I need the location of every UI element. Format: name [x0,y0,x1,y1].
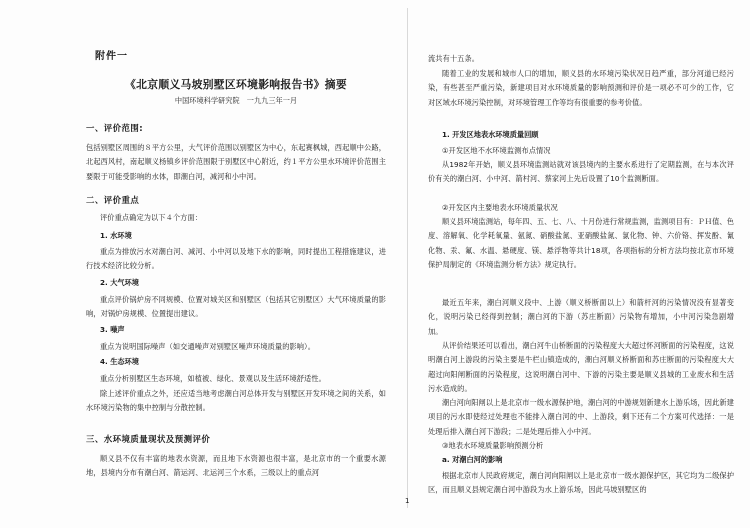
quality-status-body-1: 顺义县环境监测站，每年四、五、七、八、十月份进行常规监测，监测项目有：ＰＨ值、色度、溶解氧、化学耗氧量、氨氮、硝酸盐氮、亚硝酸盐氮、氯化物、钟、六价铬、挥发酚、氰化物、汞、氟、水温、悬硬度、镁、悬浮物等共计18项，各项指标的分析方法均按北京市环境保护局制定的《环境监测分析方法》规定执行。 [428,217,734,269]
monitoring-points-heading: ①开发区地不水环境监测布点情况 [442,146,551,155]
chaobai-impact-body: 根据北京市人民政府规定，潮白河向阳闸以上是北京市一级水源保护区，其它均为二级保护区，而且顺义县规定潮白河中游段为水上游乐场，因此马坡别墅区的 [428,471,734,495]
section-3-body: 顺义县不仅有丰富的地表水资源，而且地下水资源也很丰富，是北京市的一个重要水源地，县境内分布有潮白河、箭运河、北运河三个水系，三级以上的重点河 [86,454,386,478]
page-number: 1 [405,497,410,505]
quality-status-body-4: 潮白河向阳闸以上是北京市一级水源保护地，潮白河的中游规划新建水上游乐场，因此新建项目的污水即使经过处理也不能排入潮白河的中、上游段，剩下还有二个方案可代选择：一是处理后排入潮白河下游段；二是处理后排入小中河。 [428,398,734,436]
document-title: 《北京顺义马坡别墅区环境影响报告书》摘要 [125,78,347,91]
prediction-heading: ③地表水环境质量影响预测分析 [442,441,544,450]
continued-text: 流共有十五条。 [428,54,480,63]
author-line: 中国环境科学研究院 一九九三年一月 [174,96,298,105]
subsection-1-heading: 1. 开发区地表水环境质量回顾 [442,130,539,139]
section-2-heading: 二、评价重点 [86,195,140,205]
intro-paragraph: 随着工业的发展和城市人口的增加，顺义县的水环境污染状况日趋严重，部分河道已经污染，有些甚至严重污染，新建项目对水环境质量的影响预测和评价是一项必不可少的工作，它对区域水环境污染控制，对环境管理工作等均有很重要的参考价值。 [428,69,734,107]
section-1-heading: 一、评价范围: [86,123,144,133]
ecology-body-2: 除上述评价重点之外，还应适当地考虑潮白河总体开发与别墅区开发环境之间的关系，如水环境污染物的集中控制与分散控制。 [86,389,386,413]
ecology-body-1: 重点分析别墅区生态环境，如植被、绿化、景观以及生活环境舒适性。 [100,374,326,383]
quality-status-body-2: 最近五年来，潮白河顺义段中、上游（顺义桥断面以上）和箭杆河的污染情况没有显著变化，说明污染已经得到控制；潮白河的下游（苏庄断面）污染物有增加，小中河污染急剧增加。 [428,298,734,336]
water-body: 重点为排放污水对潮白河、减河、小中河以及地下水的影响，同时提出工程措施建议，进行技术经济比较分析。 [86,247,386,271]
page-spine [407,8,408,508]
noise-heading: 3. 噪声 [100,325,125,334]
annex-label: 附件一 [95,51,128,62]
section-1-body: 包括别墅区周围的８平方公里，大气评价范围以别墅区为中心，东起赛枫城，西起顺中公路，北起西风村，南起顺义杨镇乡评价范围限于别墅区中心附近，约１平方公里水环境评价范围主要限于可能受影响的水体，即潮白河，减河和小中河。 [86,143,386,181]
quality-status-body-3: 从评价结果还可以看出，潮白河牛山桥断面的污染程度大大超过怀河断面的污染程度，这说明潮白河上游段的污染主要是牛栏山镇造成的，潮白河顺义桥断面和苏庄断面的污染程度大大超过向阳闸断面的污染程度，这说明潮白河中、下游的污染主要是顺义县城的工业废水和生活污水造成的。 [428,341,734,393]
section-2-intro: 评价重点确定为以下４个方面： [100,213,203,222]
air-heading: 2. 大气环境 [100,278,139,287]
monitoring-points-body: 从1982年开始，顺义县环境监测站就对该县境内的主要水系进行了定期监测，在与本次评价有关的潮白河、小中河、箭村河、蔡家河上先后设置了10个监测断面。 [428,160,734,184]
air-body: 重点评价锅炉房不同规模、位置对城关区和别墅区（包括其它别墅区）大气环境质量的影响，对锅炉房规模、位置提出建议。 [86,295,386,319]
quality-status-heading: ②开发区内主要地表水环境质量状况 [442,203,558,212]
water-heading: 1. 水环境 [100,231,132,240]
noise-body: 重点为说明国际噪声（如交通噪声对别墅区噪声环境质量的影响）。 [100,342,316,351]
ecology-heading: 4. 生态环境 [100,357,139,366]
section-3-heading: 三、水环境质量现状及预测评价 [86,434,211,444]
chaobai-impact-heading: a. 对潮白河的影响 [442,455,503,464]
